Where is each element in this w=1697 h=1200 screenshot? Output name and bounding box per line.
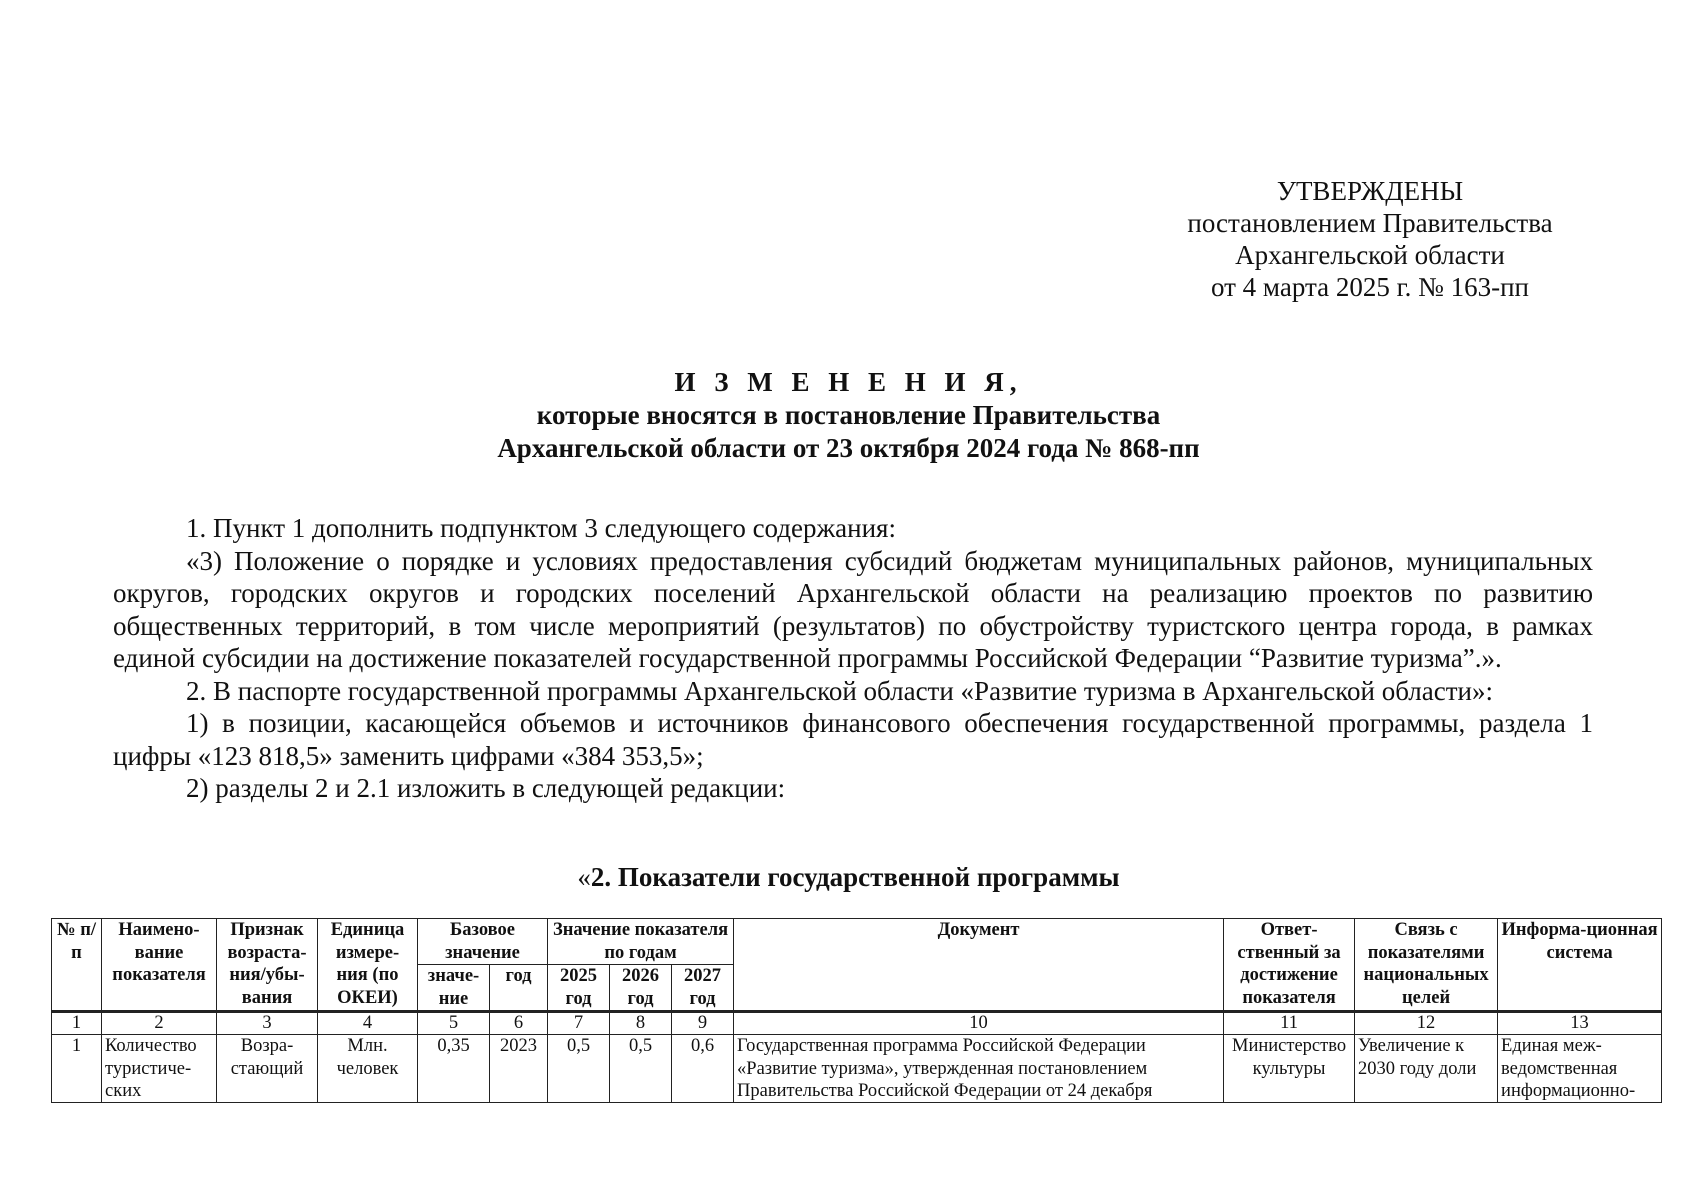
document-subtitle: которые вносятся в постановление Правительства bbox=[536, 400, 1161, 430]
approval-line: Архангельской области bbox=[1235, 240, 1505, 270]
row-2027 bbox=[672, 1035, 734, 1103]
row-name bbox=[102, 1035, 217, 1103]
header-info: Информа-ционная система bbox=[1498, 919, 1662, 1012]
column-number: 6 bbox=[490, 1012, 548, 1035]
header-2027: 2027 год bbox=[672, 965, 734, 1012]
column-number: 7 bbox=[548, 1012, 610, 1035]
row-num bbox=[52, 1035, 102, 1103]
cell-text: 1 bbox=[71, 1036, 82, 1056]
header-unit: Единица измере-ния (по ОКЕИ) bbox=[318, 919, 418, 1012]
table-row bbox=[52, 1035, 1662, 1103]
column-number: 4 bbox=[318, 1012, 418, 1035]
table-header-row bbox=[52, 919, 1662, 965]
paragraph-4: 1) в позиции, касающейся объемов и источников финансового обеспечения государственной программы, раздела 1 цифры «123 818,5» заменить цифрами «384 353,5»; bbox=[113, 708, 1593, 771]
column-number: 5 bbox=[418, 1012, 490, 1035]
cell-text: 0,6 bbox=[690, 1036, 715, 1056]
table-title bbox=[0, 862, 1697, 893]
table-title-quote: « bbox=[577, 862, 591, 892]
column-number: 10 bbox=[734, 1012, 1224, 1035]
document-title: И З М Е Н Е Н И Я, bbox=[674, 367, 1023, 397]
column-number: 9 bbox=[672, 1012, 734, 1035]
column-number: 8 bbox=[610, 1012, 672, 1035]
document-subtitle: Архангельской области от 23 октября 2024 года № 868-пп bbox=[497, 433, 1200, 463]
approval-line: постановлением Правительства bbox=[1187, 208, 1553, 238]
header-trend: Признак возраста-ния/убы-вания bbox=[217, 919, 318, 1012]
row-2025 bbox=[548, 1035, 610, 1103]
header-name: Наимено-вание показателя bbox=[102, 919, 217, 1012]
row-resp bbox=[1224, 1035, 1355, 1103]
paragraph-1: 1. Пункт 1 дополнить подпунктом 3 следующего содержания: bbox=[186, 513, 896, 543]
header-values: Значение показателя по годам bbox=[548, 919, 734, 965]
column-number: 12 bbox=[1355, 1012, 1498, 1035]
approval-stamp bbox=[1160, 175, 1580, 303]
paragraph-2: «3) Положение о порядке и условиях предоставления субсидий бюджетам муниципальных районов, муниципальных округов, городских округов и городских поселений Архангельской области на реализацию проектов по развитию общественных территорий, в том числе мероприятий (результатов) по обустройству туристского центра города, в рамках единой субсидии на достижение показателей государственной программы Российской Федерации “Развитие туризма”.». bbox=[113, 545, 1593, 673]
approval-title: УТВЕРЖДЕНЫ bbox=[1276, 176, 1464, 206]
row-2026 bbox=[610, 1035, 672, 1103]
cell-text: 0,5 bbox=[566, 1036, 591, 1056]
cell-text: 0,5 bbox=[628, 1036, 653, 1056]
header-resp: Ответ-ственный за достижение показателя bbox=[1224, 919, 1355, 1012]
cell-text: Министерство культуры bbox=[1232, 1036, 1347, 1079]
row-unit bbox=[318, 1035, 418, 1103]
header-base: Базовое значение bbox=[418, 919, 548, 965]
cell-text: 0,35 bbox=[437, 1036, 470, 1056]
header-link: Связь с показателями национальных целей bbox=[1355, 919, 1498, 1012]
paragraph-3: 2. В паспорте государственной программы Архангельской области «Развитие туризма в Архангельской области»: bbox=[186, 675, 1493, 706]
table-title-text: 2. Показатели государственной программы bbox=[590, 862, 1120, 892]
cell-text: Единая меж-ведомственная информационно- bbox=[1501, 1036, 1636, 1101]
column-number: 2 bbox=[102, 1012, 217, 1035]
header-doc: Документ bbox=[734, 919, 1224, 1012]
cell-text: Млн. человек bbox=[336, 1036, 399, 1079]
row-base-value bbox=[418, 1035, 490, 1103]
column-number: 13 bbox=[1498, 1012, 1662, 1035]
cell-text: Возра-стающий bbox=[230, 1036, 304, 1079]
cell-text: Количество туристиче-ских bbox=[105, 1036, 197, 1101]
row-trend bbox=[217, 1035, 318, 1103]
cell-text: Государственная программа Российской Федерации «Развитие туризма», утвержденная постановлением Правительства Российской Федерации от 24 декабря bbox=[737, 1036, 1153, 1101]
row-doc bbox=[734, 1035, 1224, 1103]
row-info bbox=[1498, 1035, 1662, 1103]
approval-date: от 4 марта 2025 г. № 163-пп bbox=[1210, 272, 1529, 302]
header-2026: 2026 год bbox=[610, 965, 672, 1012]
document-heading bbox=[0, 366, 1697, 465]
column-number: 11 bbox=[1224, 1012, 1355, 1035]
document-body bbox=[113, 512, 1593, 805]
header-2025: 2025 год bbox=[548, 965, 610, 1012]
column-number: 1 bbox=[52, 1012, 102, 1035]
header-num: № п/п bbox=[52, 919, 102, 1012]
paragraph-5: 2) разделы 2 и 2.1 изложить в следующей редакции: bbox=[186, 773, 786, 803]
indicators-table bbox=[51, 918, 1662, 1103]
column-number: 3 bbox=[217, 1012, 318, 1035]
row-base-year bbox=[490, 1035, 548, 1103]
cell-text: 2023 bbox=[500, 1036, 537, 1056]
cell-text: Увеличение к 2030 году доли bbox=[1358, 1036, 1477, 1079]
header-base-year: год bbox=[490, 965, 548, 1012]
header-base-value: значе-ние bbox=[418, 965, 490, 1012]
row-link bbox=[1355, 1035, 1498, 1103]
column-number-row bbox=[52, 1012, 1662, 1035]
